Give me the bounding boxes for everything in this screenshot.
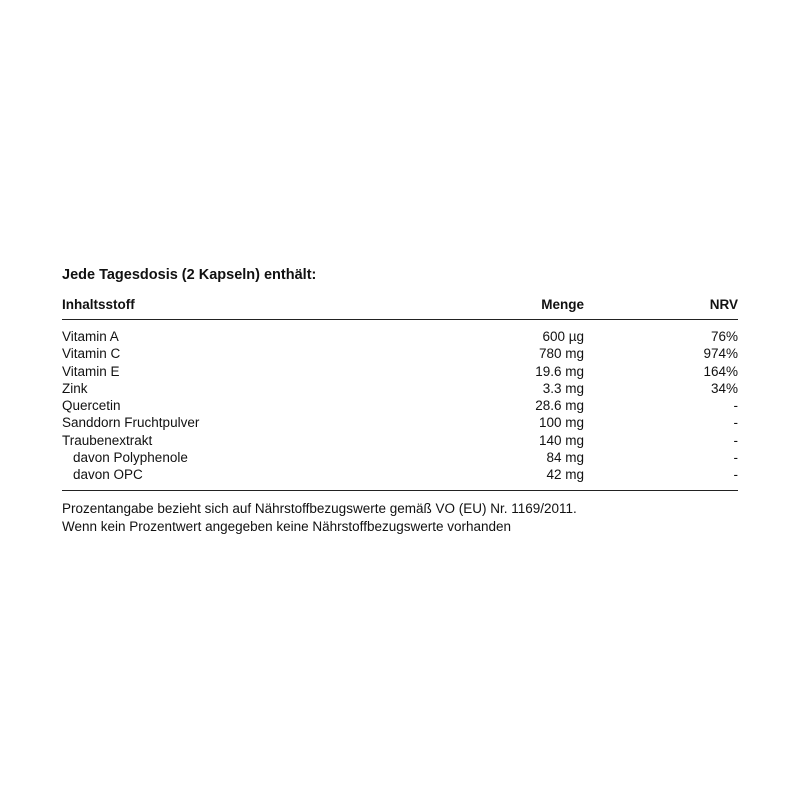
header-ingredient: Inhaltsstoff: [62, 296, 135, 312]
ingredient-amount: 600 µg: [542, 329, 584, 344]
ingredient-nrv: -: [733, 415, 738, 431]
ingredient-amount: 42 mg: [546, 467, 584, 483]
ingredient-name: Vitamin C: [62, 346, 121, 362]
table-row: [62, 380, 738, 397]
ingredient-nrv: 34%: [710, 380, 738, 396]
header-amount: Menge: [541, 296, 584, 312]
ingredient-name: davon OPC: [73, 467, 143, 483]
nutrition-panel: [62, 264, 738, 536]
table-row: [62, 397, 738, 414]
ingredient-name: Vitamin E: [62, 363, 120, 379]
ingredient-amount: 19.6 mg: [535, 363, 584, 379]
ingredient-name: Zink: [62, 380, 88, 396]
ingredient-nrv: 974%: [703, 346, 738, 362]
footnote-nrv: Prozentangabe bezieht sich auf Nährstoffbezugswerte gemäß VO (EU) Nr. 1169/2011.: [62, 500, 577, 516]
ingredient-amount: 84 mg: [546, 450, 584, 466]
ingredient-name: Vitamin A: [62, 329, 119, 344]
table-row: [62, 414, 738, 431]
table-header: [62, 289, 738, 320]
panel-title: Jede Tagesdosis (2 Kapseln) enthält:: [62, 267, 317, 283]
ingredient-amount: 140 mg: [538, 432, 584, 448]
ingredient-name: Quercetin: [62, 398, 121, 414]
ingredient-name: Traubenextrakt: [62, 432, 153, 448]
table-row-sub: [62, 449, 738, 466]
ingredient-nrv: 164%: [703, 363, 738, 379]
ingredient-amount: 780 mg: [538, 346, 584, 362]
table-row: [62, 345, 738, 362]
ingredient-nrv: -: [733, 432, 738, 448]
footnote-no-value: Wenn kein Prozentwert angegeben keine Nährstoffbezugswerte vorhanden: [62, 518, 512, 534]
ingredient-nrv: -: [733, 467, 738, 483]
ingredient-name: Sanddorn Fruchtpulver: [62, 415, 200, 431]
ingredient-amount: 3.3 mg: [542, 380, 584, 396]
ingredient-amount: 28.6 mg: [535, 398, 584, 414]
table-row: [62, 363, 738, 380]
ingredient-name: davon Polyphenole: [73, 450, 188, 466]
table-body: [62, 320, 738, 491]
table-row: [62, 328, 738, 345]
header-nrv: NRV: [709, 296, 738, 312]
table-row-sub: [62, 466, 738, 483]
ingredient-amount: 100 mg: [538, 415, 584, 431]
footnotes: [62, 500, 738, 536]
table-row: [62, 432, 738, 449]
ingredient-nrv: -: [733, 398, 738, 414]
ingredient-nrv: -: [733, 450, 738, 466]
ingredient-nrv: 76%: [710, 329, 738, 344]
